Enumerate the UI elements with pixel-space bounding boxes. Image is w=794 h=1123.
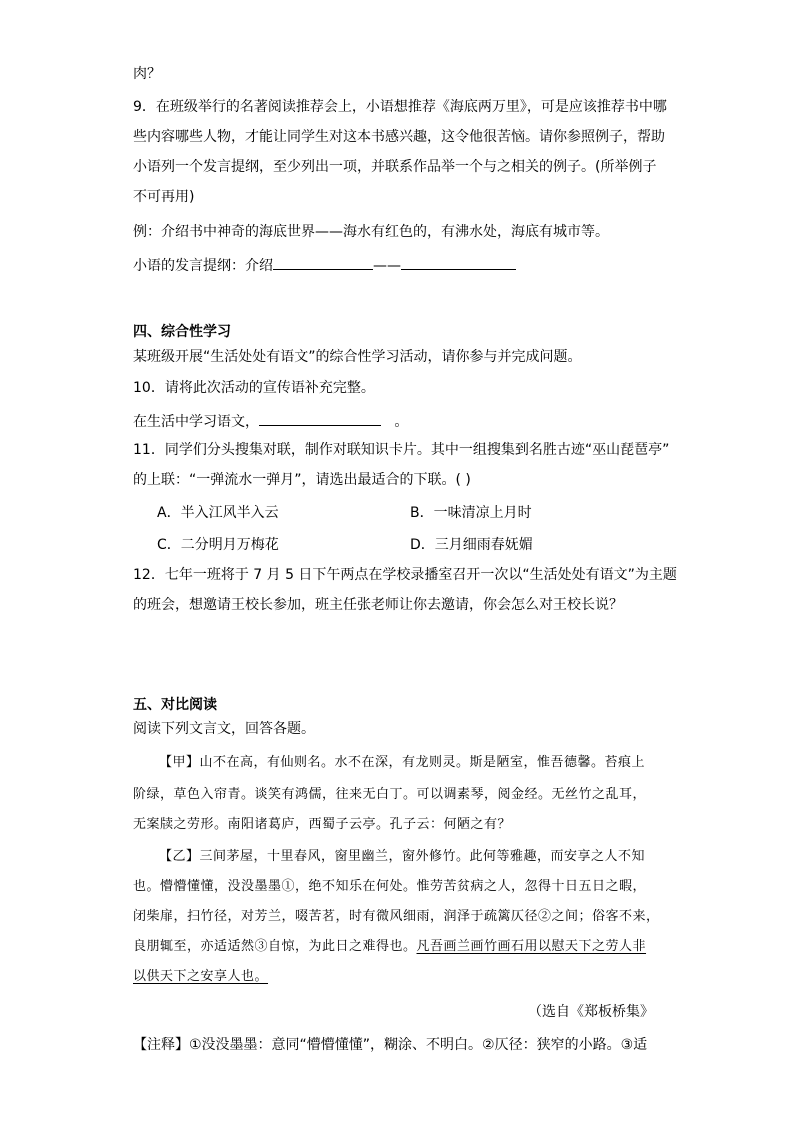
passage-yi-line-1: 【乙】三间茅屋，十里春风，窗里幽兰，窗外修竹。此何等雅趣，而安享之人不知 xyxy=(159,849,646,864)
passage-yi-line-5 xyxy=(133,967,268,987)
passage-yi-line-2: 也。懵懵懂懂，没没墨墨①，绝不知乐在何处。惟劳苦贫病之人，忽得十日五日之暇， xyxy=(133,879,647,894)
q11-line-2: 的上联：“一弹流水一弹月”，请选出最适合的下联。( ) xyxy=(133,472,471,488)
q10-end: 。 xyxy=(394,414,409,430)
q9-prompt: 小语的发言提纲：介绍 xyxy=(133,258,273,274)
q10-prompt: 在生活中学习语文， xyxy=(133,414,259,430)
annotation-note-text: 【注释】①没没墨墨：意同“懵懵懂懂”，糊涂、不明白。②仄径：狭窄的小路。③适 xyxy=(133,1037,648,1053)
q9-blank-2[interactable] xyxy=(401,254,516,270)
q9-line-2: 些内容哪些人物，才能让同学生对这本书感兴趣，这令他很苦恼。请你参照例子，帮助 xyxy=(133,129,665,145)
q10-text: 10．请将此次活动的宣传语补充完整。 xyxy=(133,380,375,396)
option-b[interactable]: B．一味清凉上月时 xyxy=(410,505,532,521)
q8-tail: 肉？ xyxy=(133,66,161,82)
q9-answer-line xyxy=(133,254,516,276)
q10-blank[interactable] xyxy=(259,410,381,426)
q9-dash: —— xyxy=(373,258,401,274)
q10-fill-line xyxy=(133,410,408,432)
passage-yi-line-3: 闭柴扉，扫竹径，对芳兰，啜苦茗，时有微风细雨，润泽于疏篱仄径②之间；俗客不来， xyxy=(133,909,660,924)
passage-jia-line-3: 无案牍之劳形。南阳诸葛庐，西蜀子云亭。孔子云：何陋之有？ xyxy=(133,817,512,832)
q9-blank-1[interactable] xyxy=(273,254,373,270)
q12-line-1: 12．七年一班将于 7 月 5 日下午两点在学校录播室召开一次以“生活处处有语文”为主题 xyxy=(133,567,677,583)
annotation-note xyxy=(133,1035,647,1055)
q9-line-3: 小语列一个发言提纲，至少列出一项，并联系作品举一个与之相关的例子。(所举例子 xyxy=(133,159,657,175)
passage-source: （选自《郑板桥集》 xyxy=(528,1004,654,1020)
passage-yi-line-4-plain: 良朋辄至，亦适适然③自惊，为此日之难得也。 xyxy=(133,939,417,954)
q12-line-2: 的班会，想邀请王校长参加，班主任张老师让你去邀请，你会怎么对王校长说？ xyxy=(133,597,623,613)
section-4-intro: 某班级开展“生活处处有语文”的综合性学习活动，请你参与并完成问题。 xyxy=(133,349,582,365)
passage-jia-line-1: 【甲】山不在高，有仙则名。水不在深，有龙则灵。斯是陋室，惟吾德馨。苔痕上 xyxy=(159,755,646,770)
passage-yi-line-4 xyxy=(133,937,646,957)
q9-line-1: 9．在班级举行的名著阅读推荐会上，小语想推荐《海底两万里》，可是应该推荐书中哪 xyxy=(133,99,667,115)
q9-line-4: 不可再用) xyxy=(133,189,195,205)
q11-line-1: 11．同学们分头搜集对联，制作对联知识卡片。其中一组搜集到名胜古迹“巫山琵琶亭” xyxy=(133,442,670,458)
passage-yi-underlined-2: 以供天下之安享人也。 xyxy=(133,969,269,984)
passage-jia-line-2: 阶绿，草色入帘青。谈笑有鸿儒，往来无白丁。可以调素琴，阅金经。无丝竹之乱耳， xyxy=(133,787,647,802)
option-a[interactable]: A．半入江风半入云 xyxy=(157,505,279,521)
option-c[interactable]: C．二分明月万梅花 xyxy=(157,537,279,553)
q9-example: 例：介绍书中神奇的海底世界——海水有红色的，有沸水处，海底有城市等。 xyxy=(133,224,609,240)
section-5-heading: 五、对比阅读 xyxy=(133,697,217,713)
passage-yi-underlined-1: 凡吾画兰画竹画石用以慰天下之劳人非 xyxy=(416,939,647,954)
section-5-intro: 阅读下列文言文，回答各题。 xyxy=(133,721,315,737)
section-4-heading: 四、综合性学习 xyxy=(133,324,231,340)
option-d[interactable]: D．三月细雨春妩媚 xyxy=(410,537,533,553)
